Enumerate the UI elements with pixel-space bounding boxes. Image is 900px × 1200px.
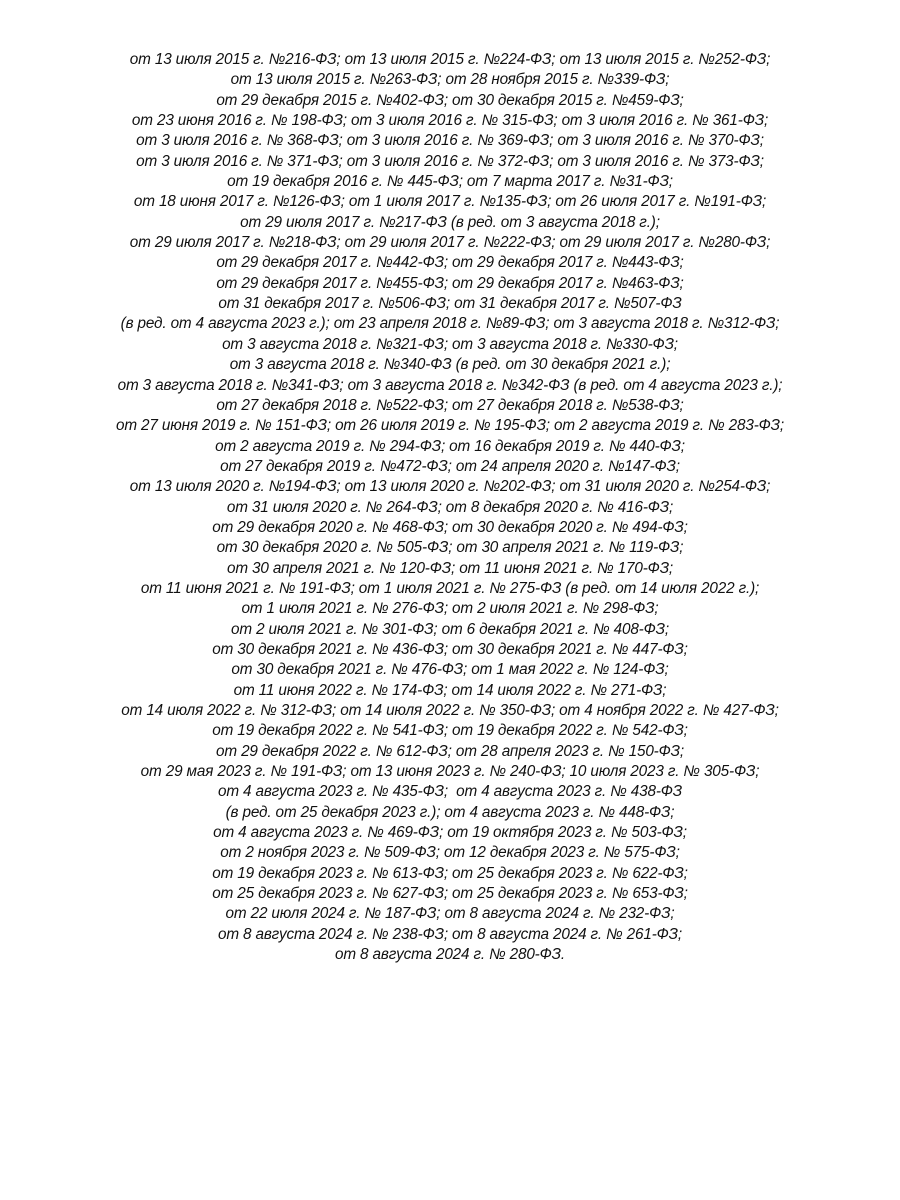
amendment-line: от 30 декабря 2020 г. № 505-ФЗ; от 30 апреля 2021 г. № 119-ФЗ; — [216, 539, 684, 557]
amendment-line: от 3 августа 2018 г. №340-ФЗ (в ред. от 30 декабря 2021 г.); — [229, 356, 671, 374]
amendment-line: от 25 декабря 2023 г. № 627-ФЗ; от 25 декабря 2023 г. № 653-ФЗ; — [212, 885, 688, 903]
amendment-line: от 3 июля 2016 г. № 371-ФЗ; от 3 июля 2016 г. № 372-ФЗ; от 3 июля 2016 г. № 373-ФЗ; — [136, 152, 764, 170]
amendment-line: от 29 декабря 2017 г. №455-ФЗ; от 29 декабря 2017 г. №463-ФЗ; — [216, 274, 684, 292]
amendment-line: от 29 декабря 2015 г. №402-ФЗ; от 30 декабря 2015 г. №459-ФЗ; — [216, 91, 684, 109]
amendment-line: от 4 августа 2023 г. № 435-ФЗ; от 4 августа 2023 г. № 438-ФЗ — [217, 783, 683, 801]
document-page — [0, 50, 900, 965]
amendment-line: от 8 августа 2024 г. № 238-ФЗ; от 8 августа 2024 г. № 261-ФЗ; — [217, 925, 683, 943]
amendment-line: от 13 июля 2015 г. №216-ФЗ; от 13 июля 2015 г. №224-ФЗ; от 13 июля 2015 г. №252-ФЗ; — [129, 51, 771, 68]
amendment-line: от 18 июня 2017 г. №126-ФЗ; от 1 июля 2017 г. №135-ФЗ; от 26 июля 2017 г. №191-ФЗ; — [133, 193, 767, 211]
amendment-line: от 31 июля 2020 г. № 264-ФЗ; от 8 декабря 2020 г. № 416-ФЗ; — [226, 498, 674, 516]
amendment-line: от 14 июля 2022 г. № 312-ФЗ; от 14 июля 2022 г. № 350-ФЗ; от 4 ноября 2022 г. № 427-ФЗ; — [121, 702, 779, 719]
amendment-line: от 13 июля 2015 г. №263-ФЗ; от 28 ноября 2015 г. №339-ФЗ; — [230, 71, 670, 89]
amendment-line: (в ред. от 25 декабря 2023 г.); от 4 августа 2023 г. № 448-ФЗ; — [225, 803, 675, 821]
amendment-line: от 11 июня 2022 г. № 174-ФЗ; от 14 июля 2022 г. № 271-ФЗ; — [233, 681, 667, 699]
amendment-line: от 27 июня 2019 г. № 151-ФЗ; от 26 июля 2019 г. № 195-ФЗ; от 2 августа 2019 г. № 283-ФЗ; — [116, 417, 784, 435]
amendment-line: от 22 июля 2024 г. № 187-ФЗ; от 8 августа 2024 г. № 232-ФЗ; — [225, 905, 675, 923]
amendment-line: от 19 декабря 2022 г. № 541-ФЗ; от 19 декабря 2022 г. № 542-ФЗ; — [212, 722, 688, 740]
amendment-line: от 30 апреля 2021 г. № 120-ФЗ; от 11 июня 2021 г. № 170-ФЗ; — [226, 559, 674, 577]
amendment-line: от 19 декабря 2023 г. № 613-ФЗ; от 25 декабря 2023 г. № 622-ФЗ; — [212, 864, 688, 882]
amendment-line: от 4 августа 2023 г. № 469-ФЗ; от 19 октября 2023 г. № 503-ФЗ; — [213, 824, 687, 842]
amendment-line: (в ред. от 4 августа 2023 г.); от 23 апреля 2018 г. №89-ФЗ; от 3 августа 2018 г. №312-ФЗ; — [120, 315, 780, 333]
amendment-line: от 2 ноября 2023 г. № 509-ФЗ; от 12 декабря 2023 г. № 575-ФЗ; — [220, 844, 680, 862]
amendment-line: от 13 июля 2020 г. №194-ФЗ; от 13 июля 2020 г. №202-ФЗ; от 31 июля 2020 г. №254-ФЗ; — [129, 478, 771, 496]
amendment-line: от 27 декабря 2019 г. №472-ФЗ; от 24 апреля 2020 г. №147-ФЗ; — [220, 457, 680, 475]
amendment-line: от 19 декабря 2016 г. № 445-ФЗ; от 7 марта 2017 г. №31-ФЗ; — [227, 173, 673, 191]
amendment-line: от 11 июня 2021 г. № 191-ФЗ; от 1 июля 2021 г. № 275-ФЗ (в ред. от 14 июля 2022 г.); — [140, 579, 760, 597]
amendment-line: от 29 декабря 2017 г. №442-ФЗ; от 29 декабря 2017 г. №443-ФЗ; — [216, 254, 684, 272]
amendment-line: от 8 августа 2024 г. № 280-ФЗ. — [335, 946, 565, 964]
amendment-line: от 29 июля 2017 г. №218-ФЗ; от 29 июля 2017 г. №222-ФЗ; от 29 июля 2017 г. №280-ФЗ; — [129, 234, 771, 252]
amendment-line: от 29 мая 2023 г. № 191-ФЗ; от 13 июня 2023 г. № 240-ФЗ; 10 июля 2023 г. № 305-ФЗ; — [140, 763, 760, 781]
amendment-line: от 29 декабря 2020 г. № 468-ФЗ; от 30 декабря 2020 г. № 494-ФЗ; — [212, 518, 688, 536]
amendment-line: от 31 декабря 2017 г. №506-ФЗ; от 31 декабря 2017 г. №507-ФЗ — [218, 295, 682, 313]
amendment-line: от 3 июля 2016 г. № 368-ФЗ; от 3 июля 2016 г. № 369-ФЗ; от 3 июля 2016 г. № 370-ФЗ; — [136, 132, 764, 150]
amendment-line: от 3 августа 2018 г. №321-ФЗ; от 3 августа 2018 г. №330-ФЗ; — [222, 335, 678, 353]
amendment-line: от 30 декабря 2021 г. № 476-ФЗ; от 1 мая 2022 г. № 124-ФЗ; — [231, 661, 669, 679]
amendment-line: от 30 декабря 2021 г. № 436-ФЗ; от 30 декабря 2021 г. № 447-ФЗ; — [212, 640, 688, 658]
amendment-line: от 27 декабря 2018 г. №522-ФЗ; от 27 декабря 2018 г. №538-ФЗ; — [216, 396, 684, 414]
amendment-line: от 3 августа 2018 г. №341-ФЗ; от 3 августа 2018 г. №342-ФЗ (в ред. от 4 августа 2023 г.); — [117, 376, 783, 394]
amendment-line: от 2 августа 2019 г. № 294-ФЗ; от 16 декабря 2019 г. № 440-ФЗ; — [215, 437, 685, 455]
amendment-line: от 29 декабря 2022 г. № 612-ФЗ; от 28 апреля 2023 г. № 150-ФЗ; — [216, 742, 684, 760]
amendments-list — [0, 50, 900, 965]
amendment-line: от 29 июля 2017 г. №217-ФЗ (в ред. от 3 августа 2018 г.); — [240, 213, 660, 231]
amendment-line: от 1 июля 2021 г. № 276-ФЗ; от 2 июля 2021 г. № 298-ФЗ; — [241, 600, 659, 618]
amendment-line: от 2 июля 2021 г. № 301-ФЗ; от 6 декабря 2021 г. № 408-ФЗ; — [231, 620, 669, 638]
amendment-line: от 23 июня 2016 г. № 198-ФЗ; от 3 июля 2016 г. № 315-ФЗ; от 3 июля 2016 г. № 361-ФЗ; — [131, 112, 769, 130]
